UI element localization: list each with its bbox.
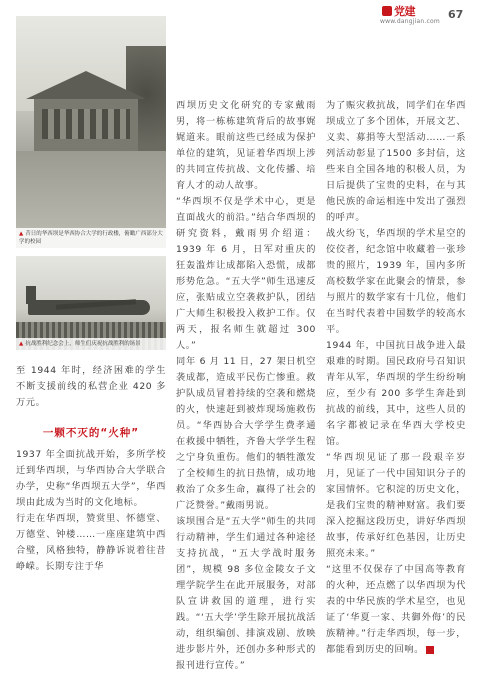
paragraph: 1944 年，中国抗日战争进入最艰难的时期。国民政府号召知识青年从军，华西坝的学生纷纷响应，至少有 200 多学生奔赴到抗战的前线，其中，这些人员的名字都被记录在华西大学校史馆。 xyxy=(326,340,466,447)
paragraph: 同年 6 月 11 日，27 架日机空袭成都，造成平民伤亡惨重。救护队成员冒着持续的空袭和燃烧的火，快速赶到被炸现场施救伤员。“华西协合大学学生费孝通在救援中牺牲，齐鲁大学学生程之宁身负重伤。他们的牺牲激发了全校师生的抗日热情，成功地救治了众多生命，赢得了社会的广泛赞誉。”戴雨男说。 xyxy=(176,356,316,511)
paragraph: 为了赈灾救抗战，同学们在华西坝成立了多个团体，开展文艺、义卖、募捐等大型活动……一系列活动彰显了1500 多封信，这些来自全国各地的积极人员，为日后提供了宝贵的史料，在与其他民族的命运相连中发出了强烈的呼声。 xyxy=(326,100,466,223)
photo-caption xyxy=(16,338,166,350)
article-column-2 xyxy=(176,98,316,674)
paragraph: 至 1944 年时，经济困难的学生不断支援前线的私营企业 420 多万元。 xyxy=(16,365,166,408)
paragraph: “华西坝不仅是学术中心，更是直面战火的前沿。”结合华西坝的研究资料，戴雨男介绍道：1939 年 6 月，日军对重庆的狂轰滥炸让成都陷入恐慌，成都形势危急。“五大学”师生迅速反应，张贴成立空袭救护队，团结广大师生积极投入救护工作。仅两天，报名师生就超过 300 人。” xyxy=(176,196,316,351)
paragraph: 战火纷飞，华西坝的学术星空的佼佼者，纪念馆中收藏着一张珍贵的照片，1939 年，国内多所高校数学家在此聚会的情景，参与照片的数学家有十几位，他们在当时代表着中国数学的较高水平。 xyxy=(326,228,466,335)
campus-photo xyxy=(16,16,166,248)
airplane-photo xyxy=(16,256,166,350)
paragraph: 西坝历史文化研究的专家戴雨男，将一栋栋建筑背后的故事娓娓道来。眼前这些已经成为保护单位的建筑，见证着华西坝上涉的共同宣传抗战、文化传播、培育人才的动人故事。 xyxy=(176,100,316,191)
paragraph: “华西坝见证了那一段艰辛岁月，见证了一代中国知识分子的家国情怀。它积淀的历史文化，是我们宝贵的精神财富。我们要深入挖掘这段历史，讲好华西坝故事，传承好红色基因，让历史照亮未来。” xyxy=(326,452,466,559)
article-column-3 xyxy=(326,98,466,658)
photo-caption xyxy=(16,228,166,248)
brand-mark-icon xyxy=(382,6,392,16)
paragraph xyxy=(326,562,466,658)
caption-text: 昔日的华西坝是华西协合大学的行政楼，俯瞰广西部分大学的校园 xyxy=(19,231,163,245)
final-paragraph-text: “这里不仅保存了中国高等教育的火种，还点燃了以华西坝为代表的中华民族的学术星空，也见证了‘华夏一家、共御外侮’的民族精神。”行走华西坝，每一步，都能看到历史的回响。 xyxy=(326,564,466,655)
caption-triangle-icon: ▲ xyxy=(19,341,24,347)
end-mark-icon xyxy=(426,646,434,654)
paragraph: 1937 年全面抗战开始，多所学校迁到华西坝，与华西协合大学联合办学，史称“华西坝五大学”，华西坝由此成为当时的文化地标。 xyxy=(16,449,166,508)
section-title: 一颗不灭的“火种” xyxy=(42,427,140,439)
brand-url: www.dangjian.com xyxy=(380,18,440,25)
paragraph: 该坝围合是“五大学”师生的共同行动精神，学生们通过各种途径支持抗战，“五大学战时服务团”，规模 98 多位金陵女子文理学院学生在此开展服务，对部队宣讲救国的道理，进行实践。“‘五大学’学生除开展抗战活动，组织编创、排演戏剧、放映进步影片外，还创办多种形式的报刊进行宣传。” xyxy=(176,516,316,671)
caption-text: 抗战胜利纪念会上，师生们庆祝抗战胜利的场景 xyxy=(25,341,141,347)
caption-triangle-icon: ▲ xyxy=(19,231,24,237)
photo-roof xyxy=(26,71,146,99)
brand-text: 党建 xyxy=(394,4,415,18)
paragraph: 行走在华西坝，赞赏里、怀德堂、万德堂、钟楼……一座座建筑中西合璧，风格独特，静静诉说着往昔峥嵘。长期专注于华 xyxy=(16,513,166,572)
page-number: 67 xyxy=(448,8,464,21)
article-column-1 xyxy=(16,363,166,575)
photo-building xyxy=(34,99,138,151)
brand-logo xyxy=(382,4,434,17)
